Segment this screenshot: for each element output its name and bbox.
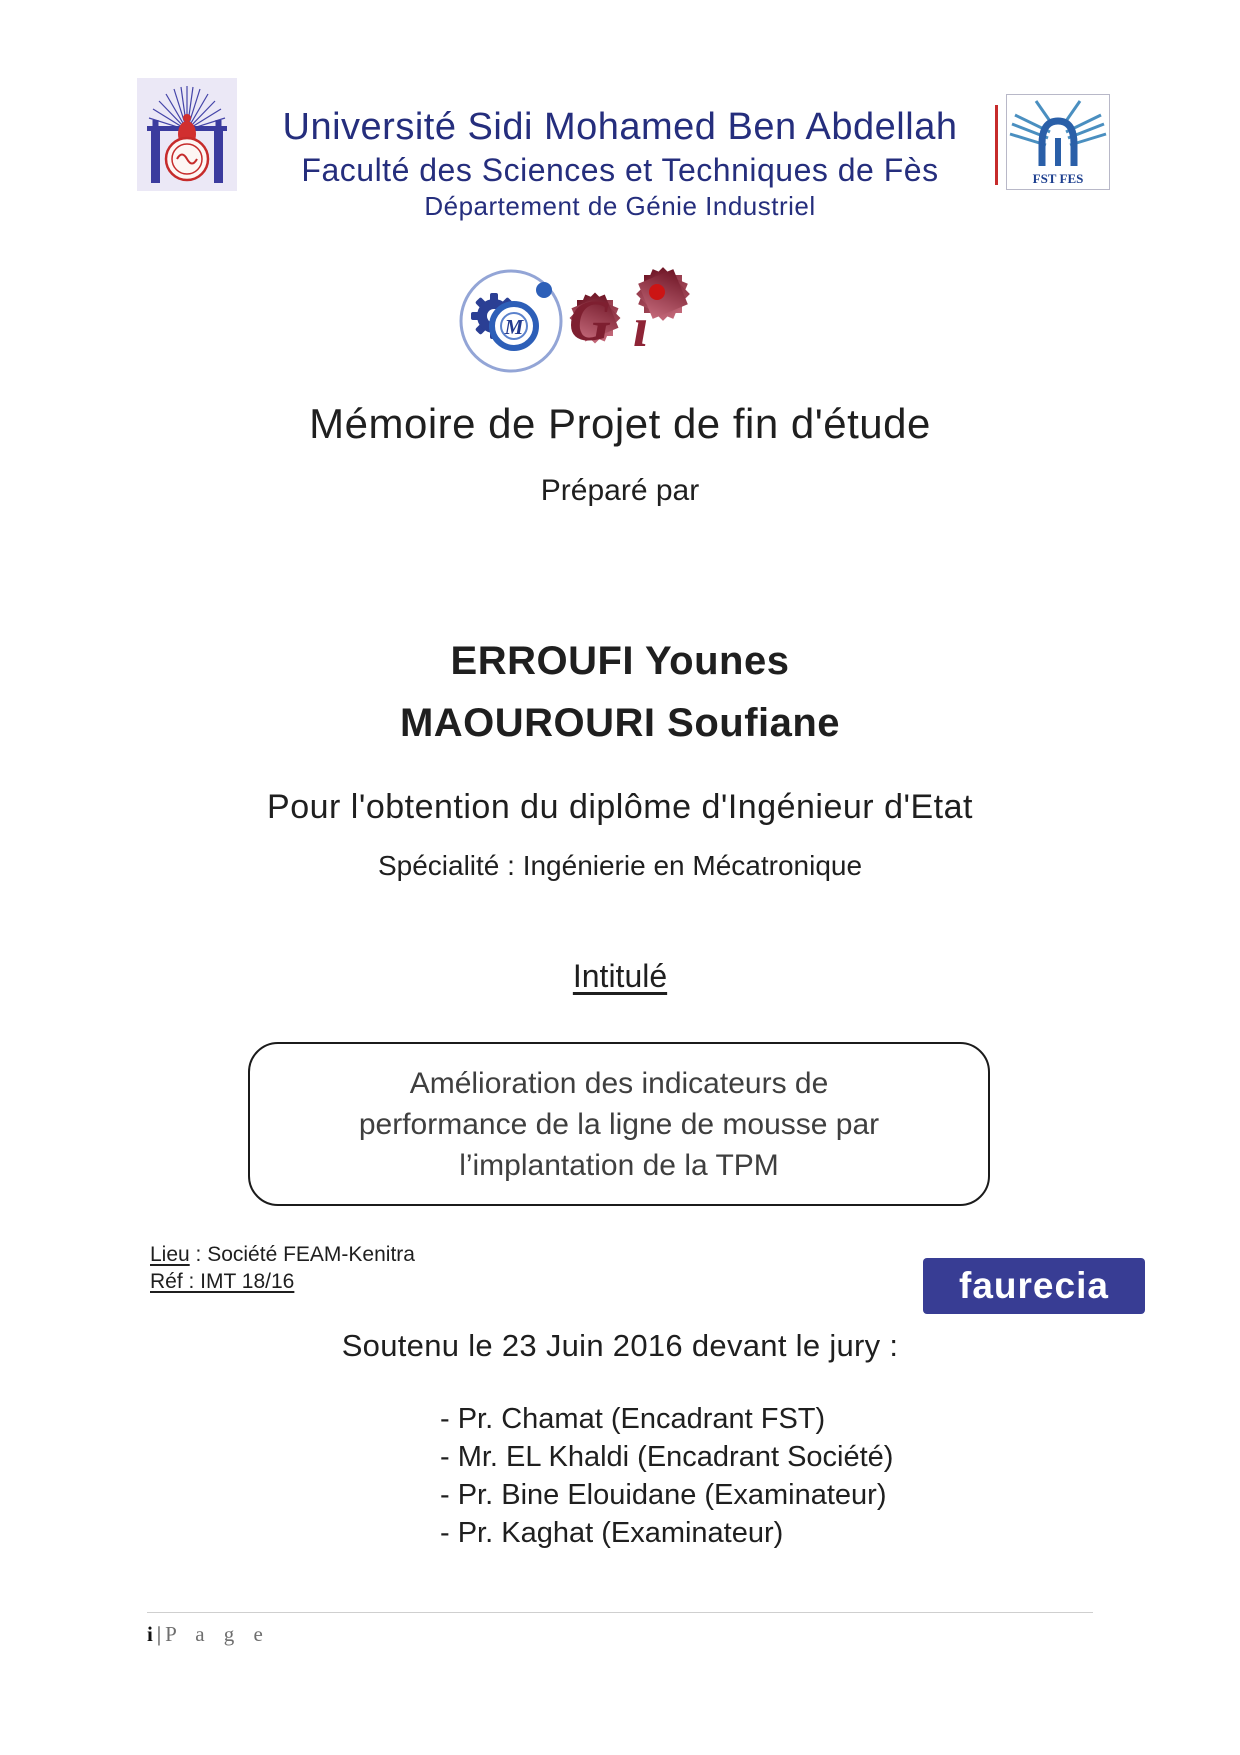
gi-letter-g: G [569, 288, 611, 348]
jury-member: - Pr. Kaghat (Examinateur) [440, 1517, 784, 1549]
page-footer [147, 1622, 270, 1647]
jury-member: - Pr. Chamat (Encadrant FST) [440, 1403, 826, 1435]
jury-list [440, 1400, 893, 1552]
document-type-title: Mémoire de Projet de fin d'étude [309, 400, 931, 447]
jury-member: - Pr. Bine Elouidane (Examinateur) [440, 1479, 887, 1511]
faurecia-logo [923, 1258, 1145, 1314]
title-label [0, 958, 1240, 995]
location-line [150, 1240, 415, 1270]
faculty-name: Faculté des Sciences et Techniques de Fès [301, 152, 939, 188]
faurecia-logo-text: faurecia [959, 1265, 1109, 1306]
degree-line: Pour l'obtention du diplôme d'Ingénieur d'Etat [267, 788, 973, 826]
jury-member: - Mr. EL Khaldi (Encadrant Société) [440, 1441, 894, 1473]
gi-dot-icon [649, 284, 665, 300]
project-title-box [248, 1042, 990, 1206]
location-value: : Société FEAM-Kenitra [189, 1243, 415, 1266]
gi-starburst-icon [545, 256, 693, 348]
footer-separator: | [156, 1622, 162, 1646]
department-name: Département de Génie Industriel [424, 191, 816, 221]
speciality-line: Spécialité : Ingénierie en Mécatronique [377, 850, 863, 881]
author-name: ERROUFI Younes [450, 639, 790, 683]
genie-industriel-logo [545, 256, 693, 348]
reference-line: Réf : IMT 18/16 [150, 1270, 295, 1293]
footer-page-word: P a g e [165, 1622, 270, 1646]
footer-rule [147, 1612, 1093, 1613]
authors-block [0, 630, 1240, 754]
gi-letter-i: ı [633, 297, 649, 348]
fst-fes-logo [1006, 94, 1110, 190]
defense-line: Soutenu le 23 Juin 2016 devant le jury : [341, 1328, 899, 1363]
fst-fes-icon [1006, 94, 1110, 190]
fst-logo-red-ribbon [995, 105, 998, 185]
location-label: Lieu [150, 1243, 190, 1266]
author-name: MAOUROURI Soufiane [399, 701, 841, 745]
prepared-by-label: Préparé par [540, 474, 700, 507]
project-title: Amélioration des indicateurs de performance de la ligne de mousse par l’implantation de la TPM [358, 1066, 880, 1182]
university-name: Université Sidi Mohamed Ben Abdellah [282, 106, 958, 148]
title-label-text: Intitulé [572, 958, 668, 994]
gear-logo-letter: M [504, 315, 524, 339]
fst-fes-caption: FST FES [1032, 171, 1084, 186]
page-number: i [147, 1622, 153, 1646]
